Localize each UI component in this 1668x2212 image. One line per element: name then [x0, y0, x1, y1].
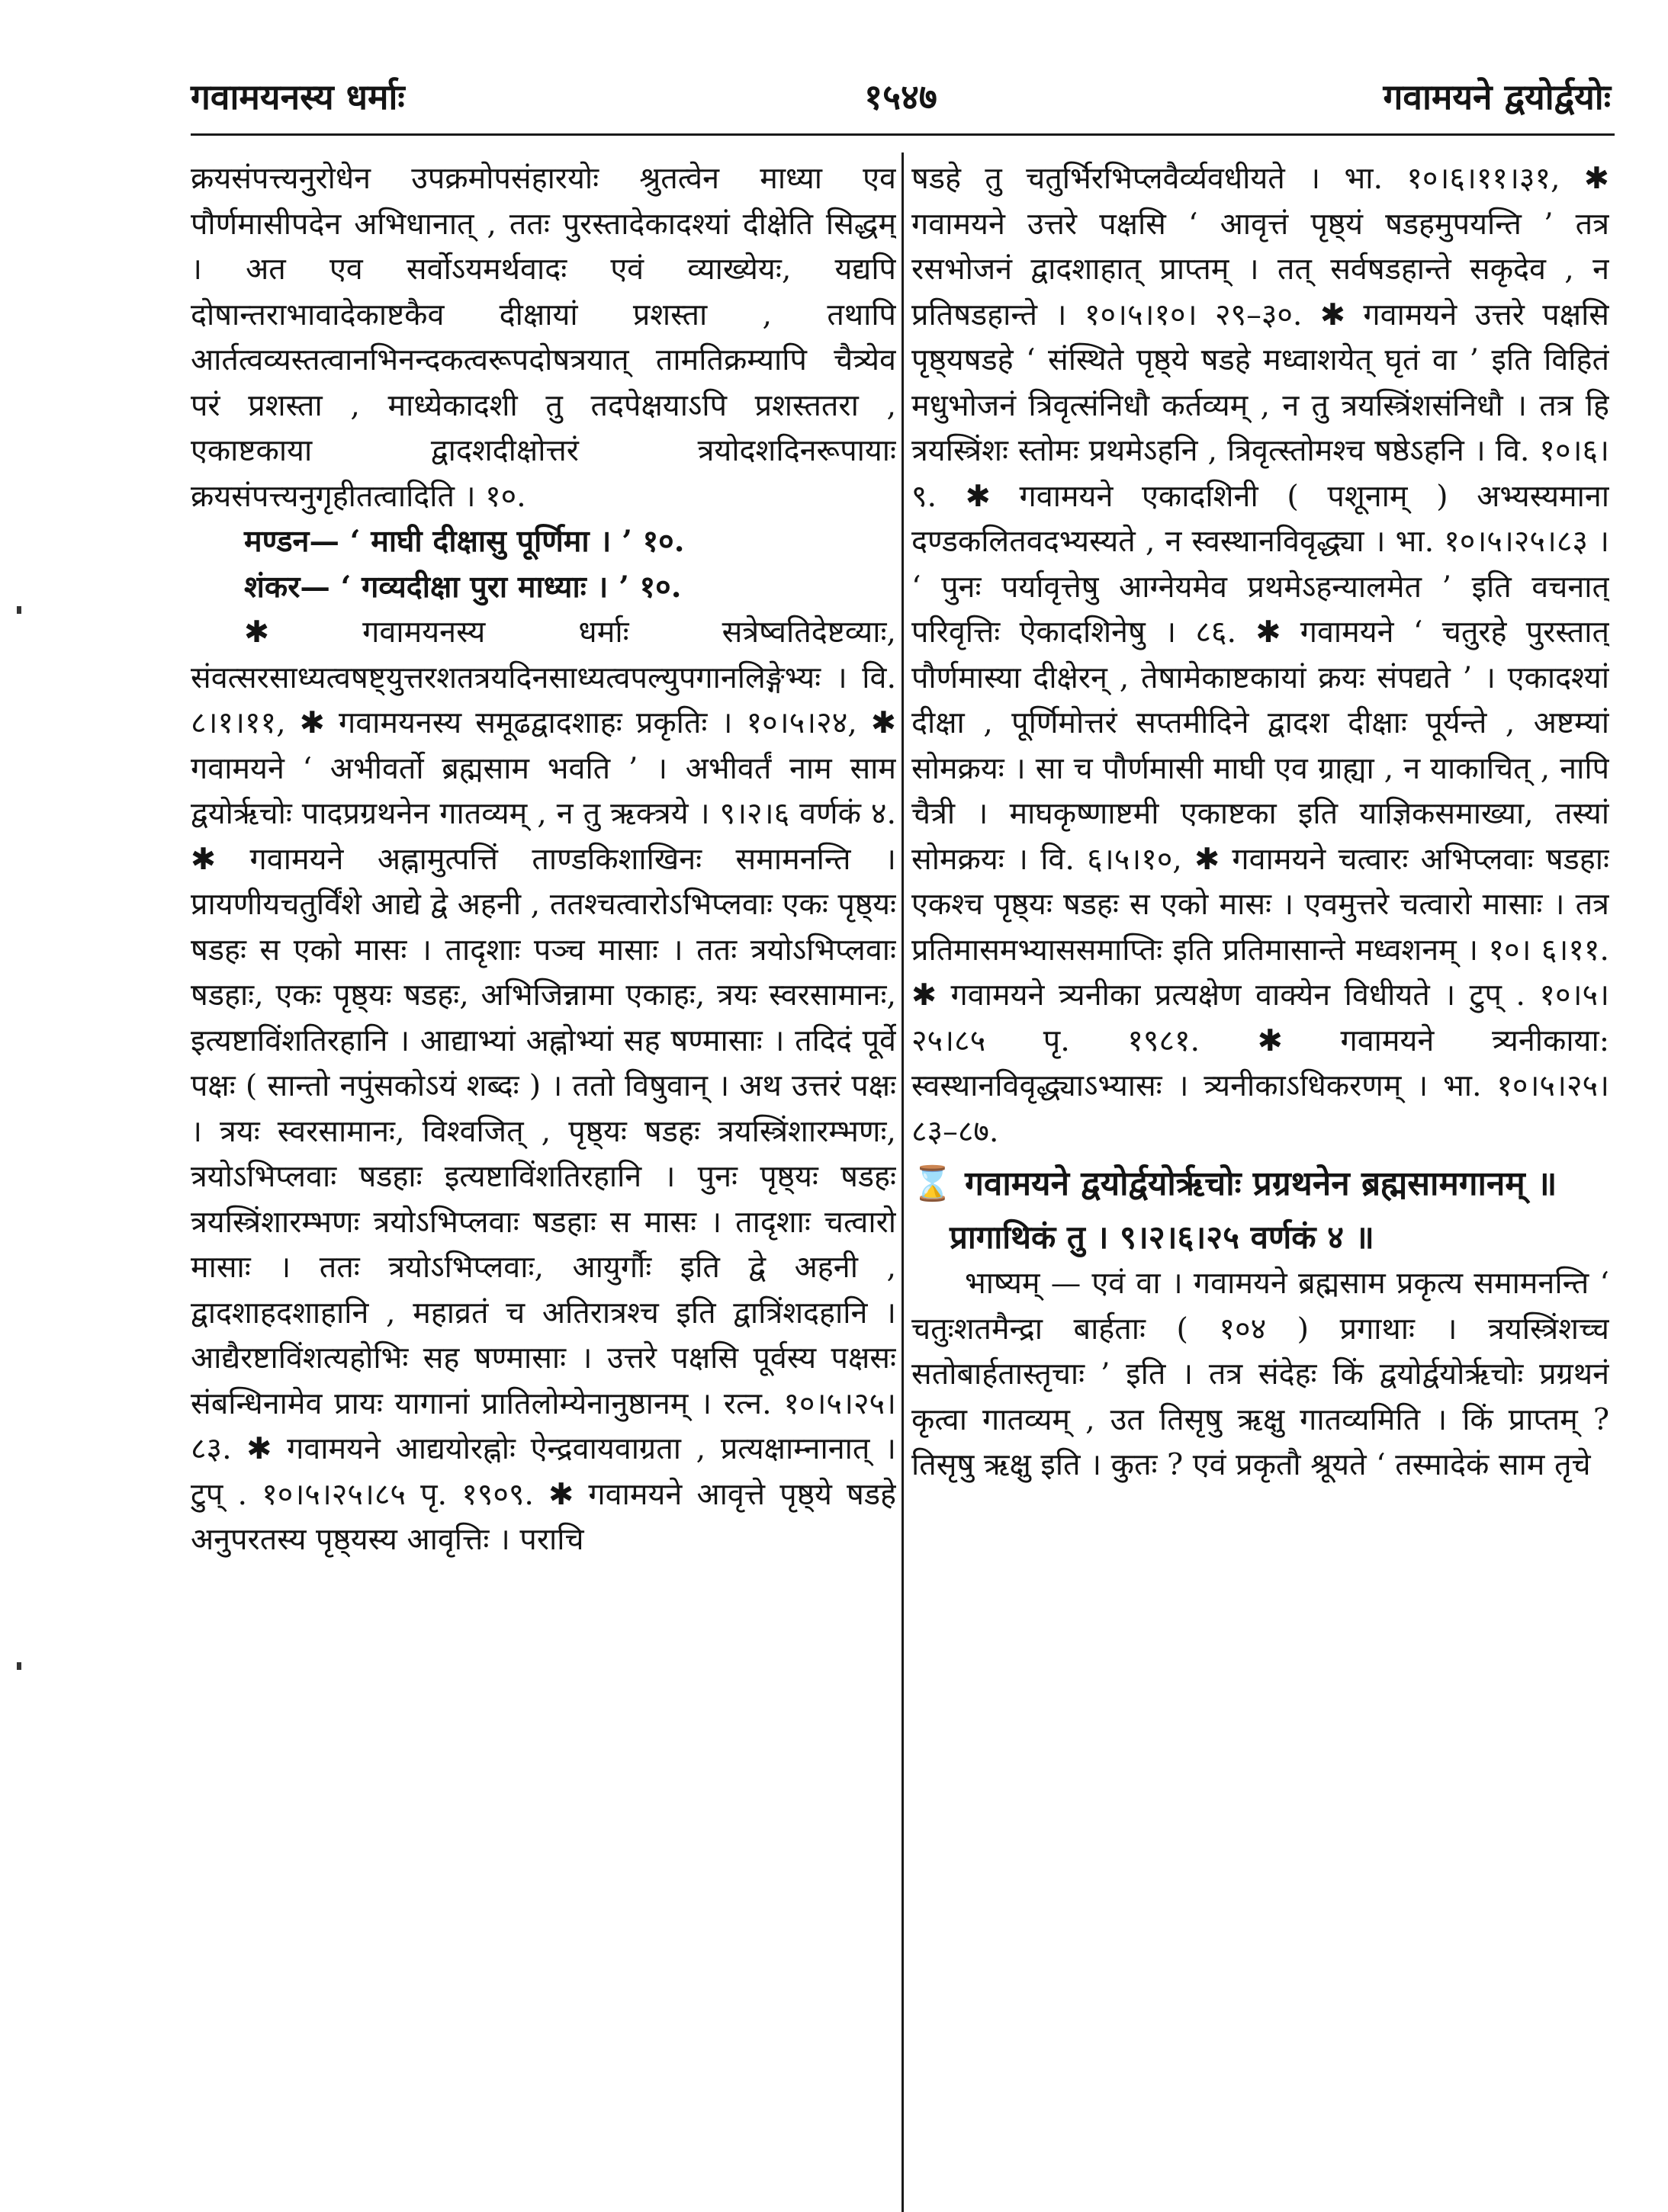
margin-speck	[17, 606, 21, 614]
column-divider	[901, 152, 904, 2212]
page-number: १५४७	[864, 76, 937, 117]
header-rule	[191, 133, 1615, 136]
right-column	[911, 156, 1609, 2189]
section-title: ⌛ गवामयने द्वयोर्द्वयोर्ऋचोः प्रग्रथनेन ब्रह्मसामगानम् ॥	[911, 1164, 1557, 1203]
right-paragraph-1: षडहे तु चतुर्भिरभिप्लवैर्व्यवधीयते । भा. १०।६।११।३१, ✱ गवामयने उत्तरे पक्षसि ‘ आवृत्तं पृष्ठ्यं षडहमुपयन्ति ’ तत्र रसभोजनं द्वादशाहात् प्राप्तम् । तत् सर्वषडहान्ते सकृदेव , न प्रतिषडहान्ते । १०।५।१०। २९–३०. ✱ गवामयने उत्तरे पक्षसि पृष्ठ्यषडहे ‘ संस्थिते पृष्ठ्ये षडहे मध्वाशयेत् घृतं वा ’ इति विहितं मधुभोजनं त्रिवृत्संनिधौ कर्तव्यम् , न तु त्रयस्त्रिंशसंनिधौ । तत्र हि त्रयस्त्रिंशः स्तोमः प्रथमेऽहनि , त्रिवृत्स्तोमश्च षष्ठेऽहनि । वि. १०।६।९. ✱ गवामयने एकादशिनी ( पशूनाम् ) अभ्यस्यमाना दण्डकलितवदभ्यस्यते , न स्वस्थानविवृद्ध्या । भा. १०।५।२५।८३ । ‘ पुनः पर्यावृत्तेषु आग्नेयमेव प्रथमेऽहन्यालमेत ’ इति वचनात् परिवृत्तिः ऐकादशिनेषु । ८६. ✱ गवामयने ‘ चतुरहे पुरस्तात् पौर्णमास्या दीक्षेरन् , तेषामेकाष्टकायां क्रयः संपद्यते ’ । एकादश्यां दीक्षा , पूर्णिमोत्तरं सप्तमीदिने द्वादश दीक्षाः पूर्यन्ते , अष्टम्यां सोमक्रयः । सा च पौर्णमासी माघी एव ग्राह्या , न याकाचित् , नापि चैत्री । माघकृष्णाष्टमी एकाष्टका इति याज्ञिकसमाख्या, तस्यां सोमक्रयः । वि. ६।५।१०, ✱ गवामयने चत्वारः अभिप्लवाः षडहाः एकश्च पृष्ठ्यः षडहः स एको मासः । एवमुत्तरे चत्वारो मासाः । तत्र प्रतिमासमभ्याससमाप्तिः इति प्रतिमासान्ते मध्वशनम् । १०। ६।११. ✱ गवामयने त्र्यनीका प्रत्यक्षेण वाक्येन विधीयते । टुप् . १०।५।२५।८५ पृ. १९८१. ✱ गवामयने त्र्यनीकाया: स्वस्थानविवृद्ध्याऽभ्यासः । त्र्यनीकाऽधिकरणम् । भा. १०।५।२५।८३–८७.	[911, 161, 1609, 1149]
running-head-right: गवामयने द्वयोर्द्वयोः	[1383, 76, 1611, 117]
page-header	[191, 72, 1611, 133]
mandan-quote: मण्डन— ‘ माघी दीक्षासु पूर्णिमा । ’ १०.	[244, 524, 685, 559]
running-head-left: गवामयनस्य धर्माः	[191, 76, 405, 117]
shankar-quote: शंकर— ‘ गव्यदीक्षा पुरा माध्याः । ’ १०.	[244, 569, 682, 605]
margin-speck	[17, 1662, 21, 1670]
left-paragraph-2: ✱ गवामयनस्य धर्माः सत्रेष्वतिदेष्टव्याः, संवत्सरसाध्यत्वषष्ट्युत्तरशतत्रयदिनसाध्यत्वपल्युपगानलिङ्गेभ्यः । वि. ८।१।११, ✱ गवामयनस्य समूढद्वादशाहः प्रकृतिः । १०।५।२४, ✱ गवामयने ‘ अभीवर्तो ब्रह्मसाम भवति ’ । अभीवर्तं नाम साम द्वयोर्ऋचोः पादप्रग्रथनेन गातव्यम् , न तु ऋक्त्रये । ९।२।६ वर्णकं ४. ✱ गवामयने अह्नामुत्पत्तिं ताण्डकिशाखिनः समामनन्ति । प्रायणीयचतुर्विंशे आद्ये द्वे अहनी , ततश्चत्वारोऽभिप्लवाः एकः पृष्ठ्यः षडहः स एको मासः । तादृशाः पञ्च मासाः । ततः त्रयोऽभिप्लवाः षडहाः, एकः पृष्ठ्यः षडहः, अभिजिन्नामा एकाहः, त्रयः स्वरसामानः, इत्यष्टाविंशतिरहानि । आद्याभ्यां अह्नोभ्यां सह षण्मासाः । तदिदं पूर्वे पक्षः ( सान्तो नपुंसकोऽयं शब्दः ) । ततो विषुवान् । अथ उत्तरं पक्षः । त्रयः स्वरसामानः, विश्वजित् , पृष्ठ्यः षडहः त्रयस्त्रिंशारम्भणः, त्रयोऽभिप्लवाः षडहाः इत्यष्टाविंशतिरहानि । पुनः पृष्ठ्यः षडहः त्रयस्त्रिंशारम्भणः त्रयोऽभिप्लवाः षडहाः स मासः । तादृशाः चत्वारो मासाः । ततः त्रयोऽभिप्लवाः, आयुर्गौः इति द्वे अहनी , द्वादशाहदशाहानि , महाव्रतं च अतिरात्रश्च इति द्वात्रिंशदहानि । आद्यैरष्टाविंशत्यहोभिः सह षण्मासाः । उत्तरे पक्षसि पूर्वस्य पक्षसः संबन्धिनामेव प्रायः यागानां प्रातिलोम्येनानुष्ठानम् । रत्न. १०।५।२५।८३. ✱ गवामयने आद्ययोरह्नोः ऐन्द्रवायवाग्रता , प्रत्यक्षाम्नानात् । टुप् . १०।५।२५।८५ पृ. १९०९. ✱ गवामयने आवृत्ते पृष्ठ्ये षडहे अनुपरतस्य पृष्ठ्यस्य आवृत्तिः । पराचि	[191, 615, 896, 1557]
bhashya-paragraph: भाष्यम् — एवं वा । गवामयने ब्रह्मसाम प्रकृत्य समामनन्ति ‘ चतुःशतमैन्द्रा बार्हताः ( १०४ ) प्रगाथाः । त्रयस्त्रिंशच्च सतोबार्हतास्तृचाः ’ इति । तत्र संदेहः किं द्वयोर्द्वयोर्ऋचोः प्रग्रथनं कृत्वा गातव्यम् , उत तिसृषु ऋक्षु गातव्यमिति । किं प्राप्तम् ? तिसृषु ऋक्षु इति । कुतः ? एवं प्रकृतौ श्रूयते ‘ तस्मादेकं साम तृचे	[911, 1266, 1609, 1482]
left-paragraph-1: क्रयसंपत्त्यनुरोधेन उपक्रमोपसंहारयोः श्रुतत्वेन माध्या एव पौर्णमासीपदेन अभिधानात् , ततः पुरस्तादेकादश्यां दीक्षेति सिद्धम् । अत एव सर्वोऽयमर्थवादः एवं व्याख्येयः, यद्यपि दोषान्तराभावादेकाष्टकैव दीक्षायां प्रशस्ता , तथापि आर्तत्वव्यस्तत्वानभिनन्दकत्वरूपदोषत्रयात् तामतिक्रम्यापि चैत्र्येव परं प्रशस्ता , माध्येकादशी तु तदपेक्षयाऽपि प्रशस्ततरा , एकाष्टकाया द्वादशदीक्षोत्तरं त्रयोदशदिनरूपायाः क्रयसंपत्त्यनुगृहीतत्वादिति । १०.	[191, 161, 896, 514]
left-column	[191, 156, 896, 2189]
adhikarana-subtitle: प्रागाथिकं तु । ९।२।६।२५ वर्णकं ४ ॥	[950, 1218, 1374, 1256]
